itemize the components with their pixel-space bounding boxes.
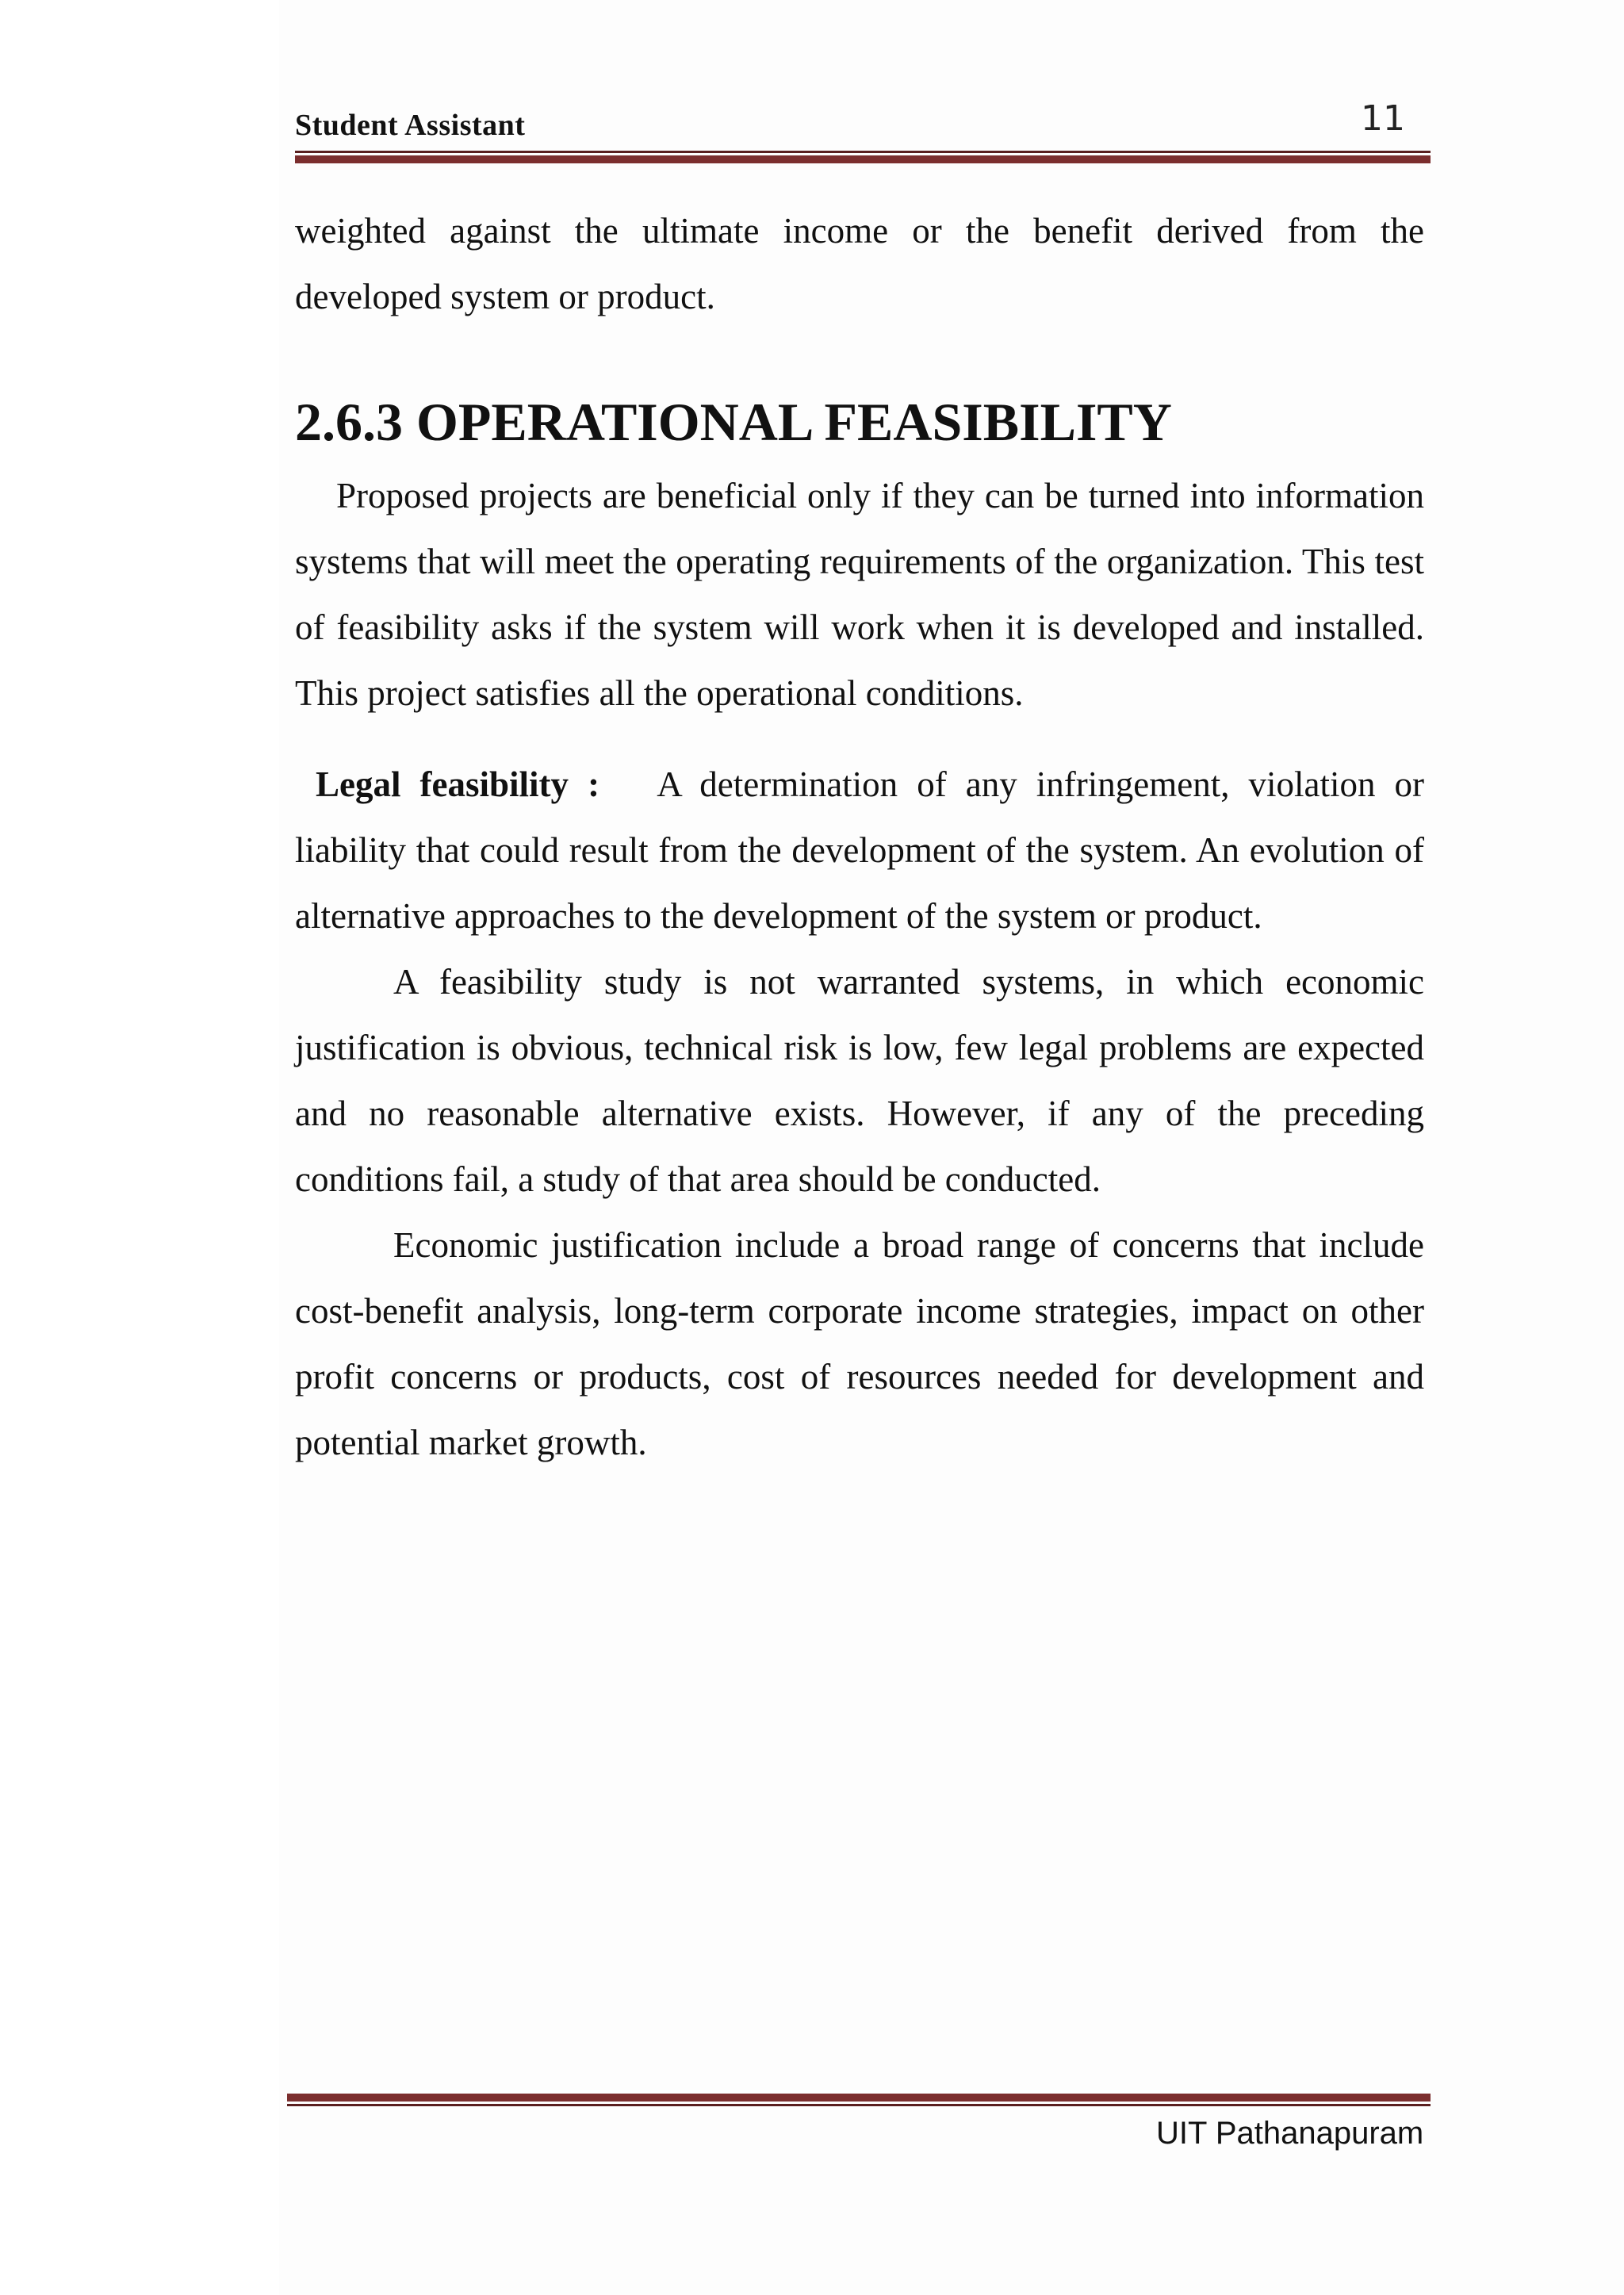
page-number: 11	[1361, 98, 1405, 139]
left-margin	[0, 0, 279, 2295]
section-heading: 2.6.3 OPERATIONAL FEASIBILITY	[295, 392, 1172, 452]
continuation-paragraph: weighted against the ultimate income or the benefit derived from the developed system or product.	[295, 211, 1424, 316]
page-content	[295, 198, 1424, 1476]
footer-text: UIT Pathanapuram	[1156, 2116, 1424, 2151]
header-rule-thick	[295, 155, 1431, 163]
footer-rule-thick	[287, 2094, 1431, 2102]
legal-feasibility-label: Legal feasibility :	[316, 764, 600, 804]
footer-rule-thin	[287, 2104, 1431, 2106]
operational-paragraph: Proposed projects are beneficial only if they can be turned into information systems that will meet the operating requirements of the organization. This test of feasibility asks if the system will work when it is developed and installed. This project satisfies all the operational conditions.	[295, 476, 1424, 713]
legal-feasibility-paragraph	[295, 752, 1424, 949]
feasibility-study-paragraph: A feasibility study is not warranted systems, in which economic justification is obvious, technical risk is low, few legal problems are expected and no reasonable alternative exists. However, if any of the preceding conditions fail, a study of that area should be conducted.	[295, 962, 1424, 1199]
legal-feasibility-text: A determination of any infringement, violation or liability that could result from the development of the system. An evolution of alternative approaches to the development of the system or product.	[295, 764, 1425, 936]
economic-justification-paragraph: Economic justification include a broad range of concerns that include cost-benefit analysis, long-term corporate income strategies, impact on other profit concerns or products, cost of resources needed for development and potential market growth.	[295, 1225, 1424, 1462]
header-rule-thin	[295, 151, 1431, 153]
header-title: Student Assistant	[295, 109, 526, 142]
